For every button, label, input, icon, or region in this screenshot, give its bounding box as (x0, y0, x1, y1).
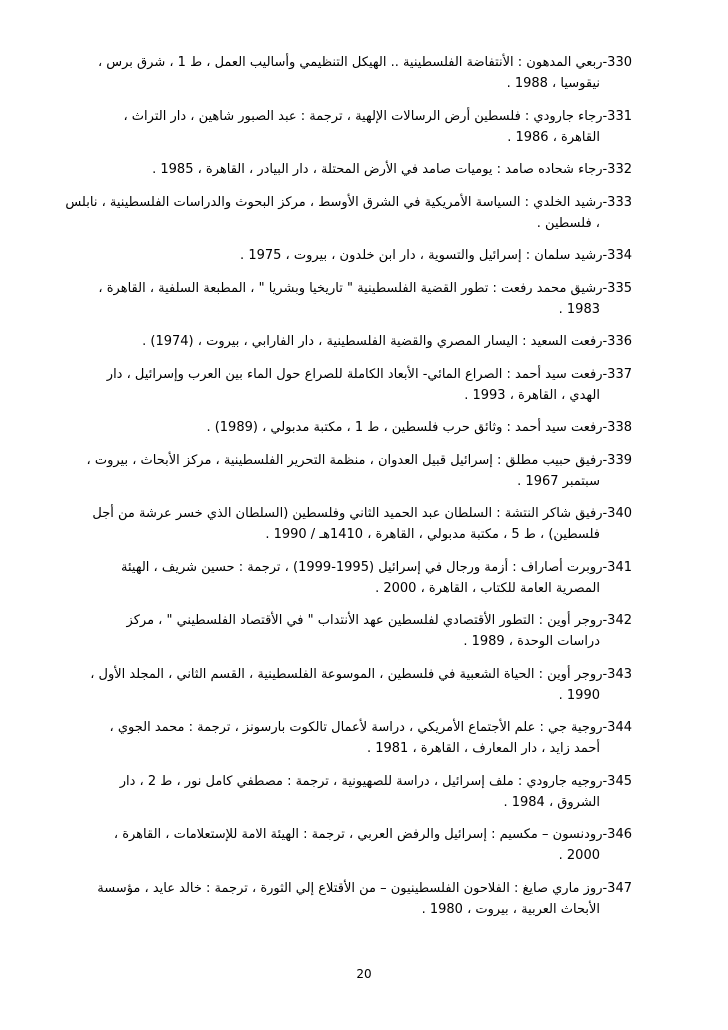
reference-number: 342 (607, 613, 632, 628)
reference-continuation: سبتمبر 1967 . (517, 473, 600, 489)
reference-number: 346 (607, 827, 632, 842)
reference-list (62, 52, 632, 931)
reference-text: -رفعت سيد أحمد : الصراع المائي- الأبعاد الكاملة للصراع حول الماء بين العرب وإسرائيل ، دار (106, 366, 608, 382)
reference-text: -رودنسون – مكسيم : إسرائيل والرفض العربي ، ترجمة : الهيئة الامة للإستعلامات ، القاهرة ، (113, 827, 608, 842)
reference-item (62, 878, 632, 920)
reference-item (62, 557, 632, 599)
reference-continuation: دراسات الوحدة ، 1989 . (463, 634, 600, 649)
reference-text: -رفيق شاكر النتشة : السلطان عبد الحميد الثاني وفلسطين (السلطان الذي خسر عرشة من أجل (92, 506, 608, 521)
reference-item (62, 717, 632, 759)
reference-item (62, 52, 632, 94)
reference-item (62, 331, 632, 352)
reference-text: -رجاء شحاده صامد : يوميات صامد في الأرض المحتلة ، دار البيادر ، القاهرة ، 1985 . (152, 162, 608, 177)
reference-number: 340 (607, 506, 632, 521)
reference-item (62, 824, 632, 866)
reference-text: -رفعت السعيد : اليسار المصري والقضية الفلسطينية ، دار الفارابي ، بيروت ، (1974) . (142, 334, 608, 349)
reference-item (62, 664, 632, 706)
reference-number: 338 (607, 420, 632, 435)
reference-text: -رشيد سلمان : إسرائيل والتسوية ، دار ابن خلدون ، بيروت ، 1975 . (240, 248, 608, 263)
reference-continuation: 2000 . (558, 848, 600, 863)
reference-continuation: القاهرة ، 1986 . (507, 129, 600, 145)
reference-item (62, 364, 632, 406)
reference-item (62, 771, 632, 813)
reference-continuation: 1990 . (558, 687, 600, 703)
reference-number: 336 (607, 334, 632, 349)
reference-number: 335 (607, 280, 632, 296)
reference-item (62, 192, 632, 234)
reference-item (62, 610, 632, 652)
reference-text: -روجيه جارودي : ملف إسرائيل ، دراسة للصهيونية ، ترجمة : مصطفي كامل نور ، ط 2 ، دار (119, 773, 608, 789)
reference-number: 333 (607, 194, 632, 210)
reference-text: -رجاء جارودي : فلسطين أرض الرسالات الإلهية ، ترجمة : عبد الصبور شاهين ، دار التراث ، (123, 108, 608, 124)
reference-number: 345 (607, 773, 632, 789)
reference-item (62, 450, 632, 492)
reference-continuation: نيقوسيا ، 1988 . (506, 76, 600, 91)
reference-item (62, 417, 632, 438)
reference-number: 343 (607, 666, 632, 682)
reference-continuation: فلسطين) ، ط 5 ، مكتبة مدبولي ، القاهرة ، 1410هـ / 1990 . (265, 527, 600, 542)
reference-number: 341 (607, 559, 632, 575)
reference-continuation: الأبحاث العربية ، بيروت ، 1980 . (421, 901, 600, 917)
reference-item (62, 106, 632, 148)
reference-item (62, 245, 632, 266)
reference-text: -رشيق محمد رفعت : تطور القضية الفلسطينية " تاريخيا وبشريا " ، المطبعة السلفية ، القاهرة ، (98, 280, 608, 296)
reference-text: -رشيد الخلدي : السياسة الأمريكية في الشرق الأوسط ، مركز البحوث والدراسات الفلسطينية ، نابلس (65, 194, 608, 210)
reference-number: 339 (607, 452, 632, 468)
reference-text: -روجر أوين : التطور الأقتصادي لفلسطين عهد الأنتداب " في الأقتصاد الفلسطيني " ، مركز (126, 613, 608, 628)
reference-text: -روجر أوين : الحياة الشعبية في فلسطين ، الموسوعة الفلسطينية ، القسم الثاني ، المجلد الأول ، (90, 666, 608, 682)
reference-text: -روز ماري صايغ : الفلاحون الفلسطينيون – من الأقتلاع إلي الثورة ، ترجمة : خالد عايد ، مؤسسة (97, 880, 608, 896)
reference-continuation: 1983 . (558, 301, 600, 317)
reference-number: 331 (607, 108, 632, 124)
reference-text: -روبرت أصاراف : أزمة ورجال في إسرائيل (1995-1999) ، ترجمة : حسين شريف ، الهيئة (121, 559, 608, 575)
reference-continuation: الهدي ، القاهرة ، 1993 . (464, 387, 600, 403)
reference-number: 334 (607, 248, 632, 263)
reference-item (62, 503, 632, 545)
reference-continuation: المصرية العامة للكتاب ، القاهرة ، 2000 . (375, 580, 600, 596)
page-number: 20 (356, 967, 372, 981)
reference-item (62, 278, 632, 320)
reference-number: 330 (607, 55, 632, 70)
reference-number: 332 (607, 162, 632, 177)
reference-continuation: أحمد زايد ، دار المعارف ، القاهرة ، 1981 . (366, 741, 600, 756)
reference-text: -رفعت سيد أحمد : وثائق حرب فلسطين ، ط 1 ، مكتبة مدبولي ، (1989) . (206, 420, 608, 435)
reference-number: 347 (607, 880, 632, 896)
reference-text: -رفيق حبيب مطلق : إسرائيل قبيل العدوان ، منظمة التحرير الفلسطينية ، مركز الأبحاث ، بيروت ، (86, 452, 608, 468)
reference-continuation: الشروق ، 1984 . (503, 794, 600, 810)
reference-item (62, 159, 632, 180)
reference-text: -ربعي المدهون : الأنتفاضة الفلسطينية .. الهيكل التنظيمي وأساليب العمل ، ط 1 ، شرق برس ، (97, 55, 608, 70)
reference-number: 344 (607, 720, 632, 735)
reference-continuation: ، فلسطين . (536, 215, 600, 231)
reference-number: 337 (607, 366, 632, 382)
reference-text: -روجية جي : علم الأجتماع الأمريكي ، دراسة لأعمال تالكوت بارسونز ، ترجمة : محمد الجوي ، (109, 720, 608, 735)
